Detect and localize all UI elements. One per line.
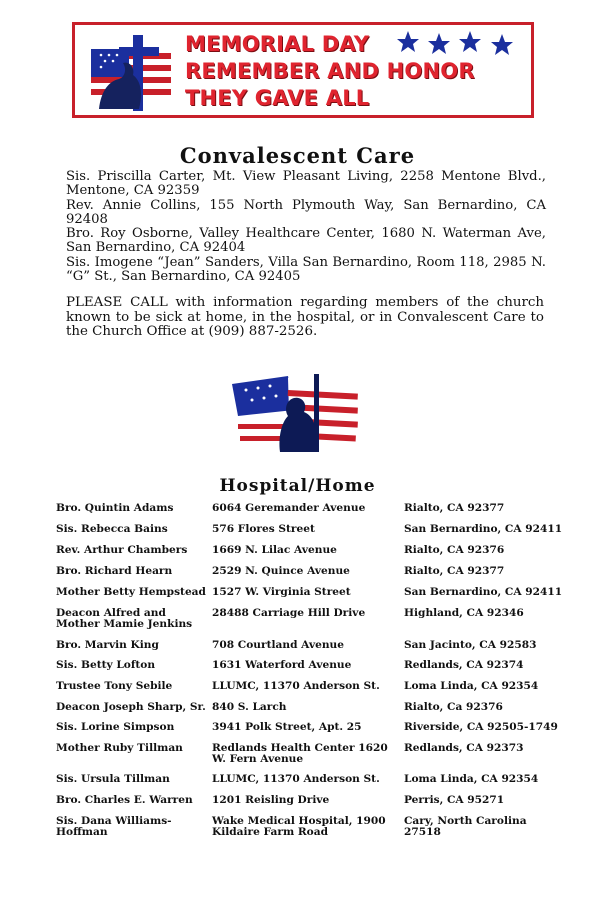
convalescent-list <box>66 170 546 284</box>
member-city: Rialto, CA 92376 <box>404 544 505 556</box>
member-address: LLUMC, 11370 Anderson St. <box>212 773 380 785</box>
member-name: Bro. Richard Hearn <box>56 565 173 577</box>
member-address: 1631 Waterford Avenue <box>212 659 352 671</box>
member-address: Wake Medical Hospital, 1900 Kildaire Farm Road <box>212 815 386 838</box>
member-name: Sis. Lorine Simpson <box>56 721 175 733</box>
member-address: 708 Courtland Avenue <box>212 639 344 651</box>
member-name: Bro. Quintin Adams <box>56 502 174 514</box>
member-name: Mother Betty Hempstead <box>56 586 206 598</box>
member-city: San Bernardino, CA 92411 <box>404 586 563 598</box>
convalescent-entry: Bro. Roy Osborne, Valley Healthcare Center, 1680 N. Waterman Ave, San Bernardino, CA 92404 <box>66 226 546 256</box>
member-name: Sis. Betty Lofton <box>56 659 156 671</box>
member-city: Perris, CA 95271 <box>404 794 505 806</box>
member-name: Mother Ruby Tillman <box>56 742 183 754</box>
member-city: Rialto, CA 92377 <box>404 565 505 577</box>
member-address: 576 Flores Street <box>212 523 315 535</box>
member-address: 2529 N. Quince Avenue <box>212 565 350 577</box>
member-city: Cary, North Carolina 27518 <box>404 815 527 838</box>
member-name: Bro. Charles E. Warren <box>56 794 193 806</box>
member-name: Sis. Rebecca Bains <box>56 523 168 535</box>
member-city: San Bernardino, CA 92411 <box>404 523 563 535</box>
member-city: Loma Linda, CA 92354 <box>404 773 539 785</box>
member-address: 840 S. Larch <box>212 701 287 713</box>
member-address: 6064 Geremander Avenue <box>212 502 366 514</box>
member-city: Rialto, CA 92377 <box>404 502 505 514</box>
convalescent-entry: Rev. Annie Collins, 155 North Plymouth Way, San Bernardino, CA 92408 <box>66 197 546 227</box>
kneeling-soldier-flag-icon <box>228 370 362 454</box>
member-name: Deacon Alfred and Mother Mamie Jenkins <box>56 607 193 630</box>
member-address: 28488 Carriage Hill Drive <box>212 607 366 619</box>
member-name: Rev. Arthur Chambers <box>56 544 188 556</box>
memorial-day-banner <box>72 22 534 118</box>
banner-line-3: THEY GAVE ALL <box>185 86 370 110</box>
member-city: Riverside, CA 92505-1749 <box>404 721 558 733</box>
member-address: 1669 N. Lilac Avenue <box>212 544 337 556</box>
convalescent-entry: Sis. Priscilla Carter, Mt. View Pleasant Living, 2258 Mentone Blvd., Mentone, CA 92359 <box>66 169 546 199</box>
member-city: Loma Linda, CA 92354 <box>404 680 539 692</box>
member-city: Rialto, Ca 92376 <box>404 701 503 713</box>
member-address: 1201 Reisling Drive <box>212 794 330 806</box>
please-call-note: PLEASE CALL with information regarding members of the church known to be sick at home, in the hospital, or in Convalescent Care to the Church Office at (909) 887-2526. <box>66 295 544 339</box>
member-city: San Jacinto, CA 92583 <box>404 639 537 651</box>
member-city: Redlands, CA 92374 <box>404 659 524 671</box>
convalescent-care-title: Convalescent Care <box>179 143 416 168</box>
member-address: 3941 Polk Street, Apt. 25 <box>212 721 362 733</box>
member-name: Deacon Joseph Sharp, Sr. <box>56 701 206 713</box>
banner-line-2: REMEMBER AND HONOR <box>185 59 475 83</box>
member-name: Trustee Tony Sebile <box>56 680 173 692</box>
hospital-home-title: Hospital/Home <box>219 476 376 496</box>
member-city: Highland, CA 92346 <box>404 607 524 619</box>
member-name: Sis. Dana Williams-Hoffman <box>56 815 172 838</box>
convalescent-entry: Sis. Imogene “Jean” Sanders, Villa San Bernardino, Room 118, 2985 N. “G” St., San Bernardino, CA 92405 <box>66 254 546 285</box>
member-address: Redlands Health Center 1620 W. Fern Avenue <box>212 742 388 765</box>
member-name: Sis. Ursula Tillman <box>56 773 170 785</box>
member-name: Bro. Marvin King <box>56 639 159 651</box>
member-city: Redlands, CA 92373 <box>404 742 524 754</box>
member-address: 1527 W. Virginia Street <box>212 586 351 598</box>
soldier-cross-flag-icon <box>81 29 173 113</box>
banner-line-1: MEMORIAL DAY <box>185 32 370 56</box>
member-address: LLUMC, 11370 Anderson St. <box>212 680 380 692</box>
